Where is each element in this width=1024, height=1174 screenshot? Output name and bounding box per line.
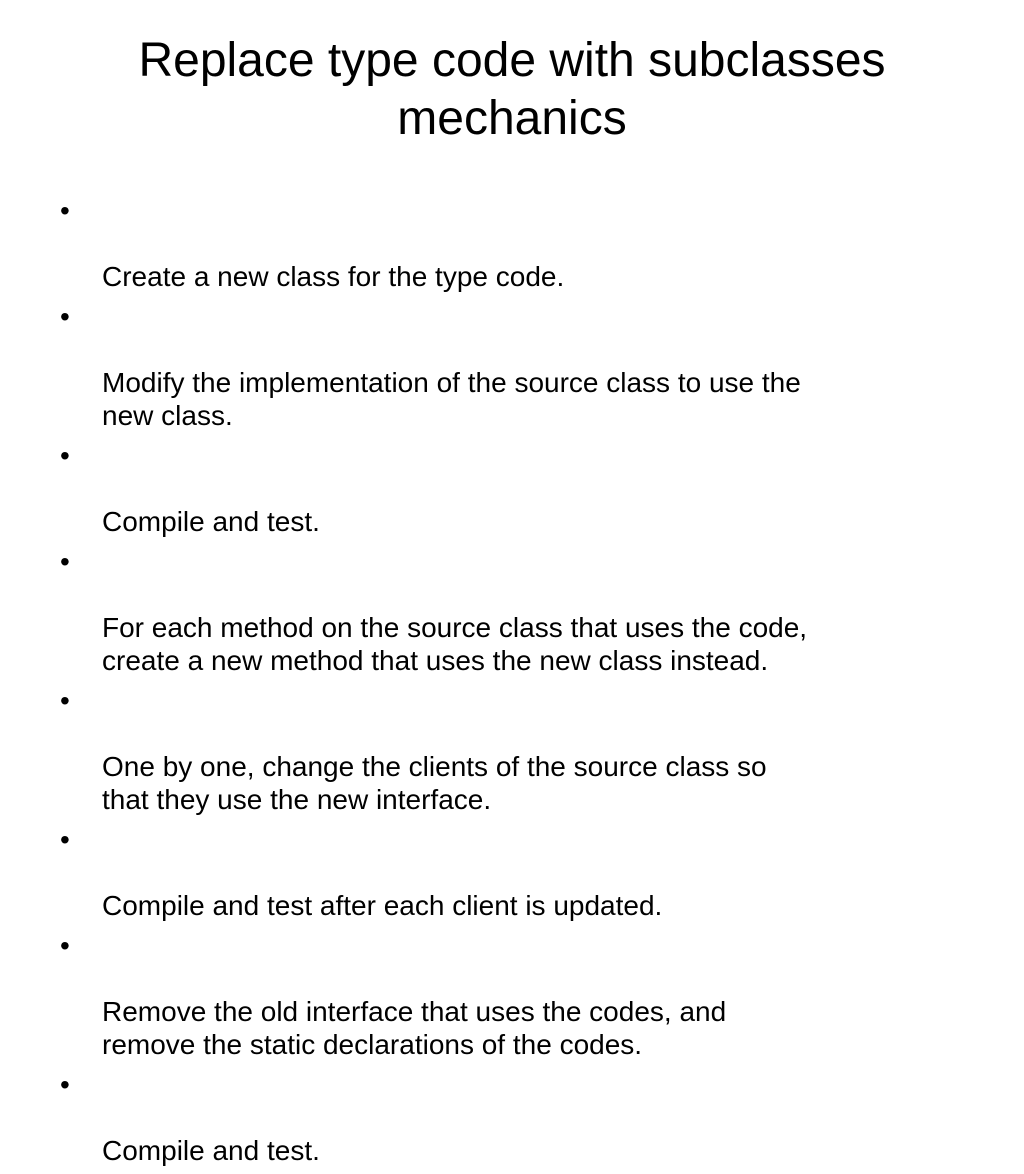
bullet-item: [56, 684, 976, 816]
bullet-icon: •: [60, 930, 70, 961]
bullet-icon: •: [60, 824, 70, 855]
bullet-text: Compile and test.: [102, 506, 320, 537]
bullet-text: Remove the old interface that uses the codes, and remove the static declarations of the codes.: [102, 996, 727, 1060]
bullet-item: [56, 823, 976, 922]
bullet-item: [56, 545, 976, 677]
bullet-icon: •: [60, 685, 70, 716]
bullet-text: Create a new class for the type code.: [102, 261, 565, 292]
bullet-list: [56, 194, 976, 1174]
bullet-text: Modify the implementation of the source class to use the new class.: [102, 367, 801, 431]
bullet-text: Compile and test after each client is updated.: [102, 890, 663, 921]
bullet-item: [56, 194, 976, 293]
bullet-text: One by one, change the clients of the source class so that they use the new interface.: [102, 751, 767, 815]
bullet-item: [56, 300, 976, 432]
bullet-icon: •: [60, 301, 70, 332]
bullet-text: For each method on the source class that uses the code, create a new method that uses the new class instead.: [102, 612, 808, 676]
bullet-text: Compile and test.: [102, 1135, 320, 1166]
bullet-item: [56, 439, 976, 538]
slide-title: Replace type code with subclasses mechanics: [138, 34, 886, 145]
bullet-icon: •: [60, 440, 70, 471]
bullet-icon: •: [60, 546, 70, 577]
bullet-icon: •: [60, 195, 70, 226]
bullet-icon: •: [60, 1069, 70, 1100]
bullet-item: [56, 1068, 976, 1167]
bullet-item: [56, 929, 976, 1061]
